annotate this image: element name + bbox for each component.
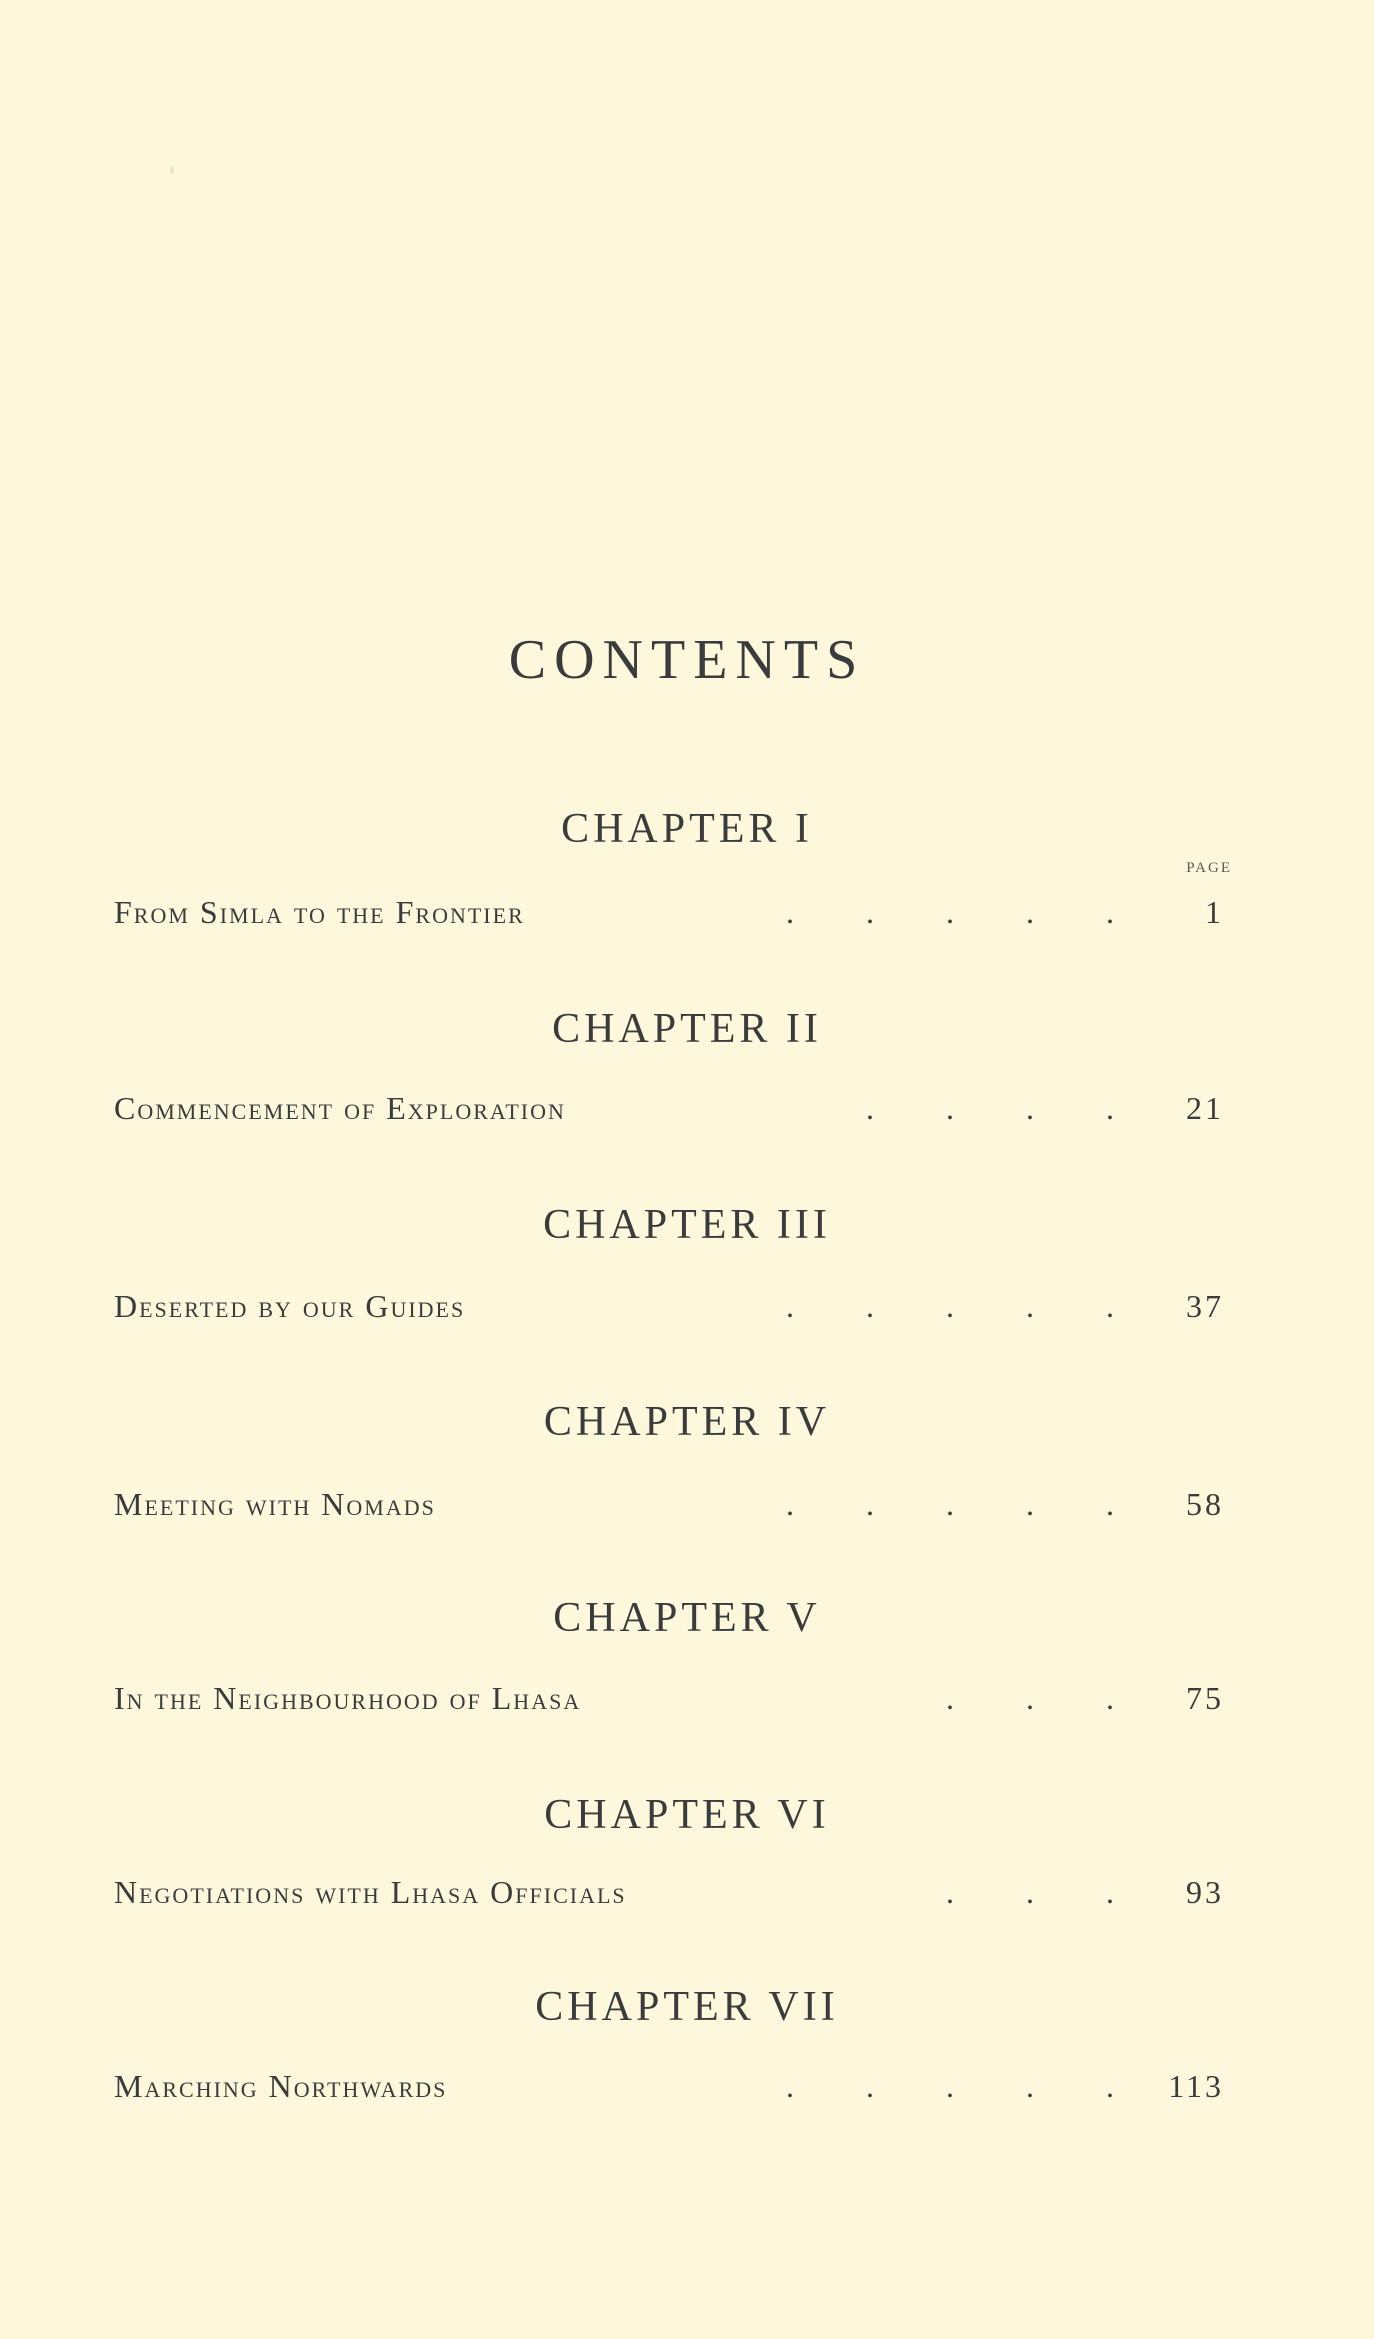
chapter-heading: CHAPTER IV	[543, 1399, 831, 1445]
contents-title: CONTENTS	[508, 629, 866, 691]
entry-page-number: 58	[1186, 1486, 1224, 1522]
chapter-heading: CHAPTER V	[553, 1595, 821, 1641]
entry-page-number: 75	[1186, 1680, 1224, 1716]
toc-entry	[114, 888, 1224, 936]
chapter-heading: CHAPTER III	[543, 1202, 831, 1248]
leader-dots: . . . .	[866, 1090, 1114, 1126]
toc-entry	[114, 1480, 1224, 1528]
entry-page-number: 1	[1205, 894, 1224, 930]
leader-dots: . . .	[946, 1874, 1114, 1910]
leader-dots: . . . . .	[786, 2068, 1114, 2104]
entry-title: Negotiations with Lhasa Officials	[114, 1874, 627, 1910]
chapter-heading: CHAPTER VII	[535, 1984, 839, 2030]
toc-entry	[114, 2062, 1224, 2110]
entry-title: Marching Northwards	[114, 2068, 448, 2104]
page-column-label: PAGE	[1186, 860, 1232, 876]
entry-page-number: 113	[1168, 2068, 1224, 2104]
page-stain	[170, 166, 174, 174]
entry-page-number: 37	[1186, 1288, 1224, 1324]
entry-title: In the Neighbourhood of Lhasa	[114, 1680, 582, 1716]
leader-dots: . . . . .	[786, 1288, 1114, 1324]
chapter-heading: CHAPTER I	[561, 806, 813, 852]
chapter-heading: CHAPTER VI	[544, 1792, 830, 1838]
toc-entry	[114, 1084, 1224, 1132]
entry-title: Meeting with Nomads	[114, 1486, 436, 1522]
leader-dots: . . . . .	[786, 894, 1114, 930]
toc-entry	[114, 1282, 1224, 1330]
chapter-heading: CHAPTER II	[552, 1006, 822, 1052]
entry-title: Deserted by our Guides	[114, 1288, 466, 1324]
leader-dots: . . .	[946, 1680, 1114, 1716]
entry-page-number: 21	[1186, 1090, 1224, 1126]
entry-title: Commencement of Exploration	[114, 1090, 566, 1126]
entry-page-number: 93	[1186, 1874, 1224, 1910]
leader-dots: . . . . .	[786, 1486, 1114, 1522]
entry-title: From Simla to the Frontier	[114, 894, 525, 930]
toc-entry	[114, 1868, 1224, 1916]
toc-entry	[114, 1674, 1224, 1722]
